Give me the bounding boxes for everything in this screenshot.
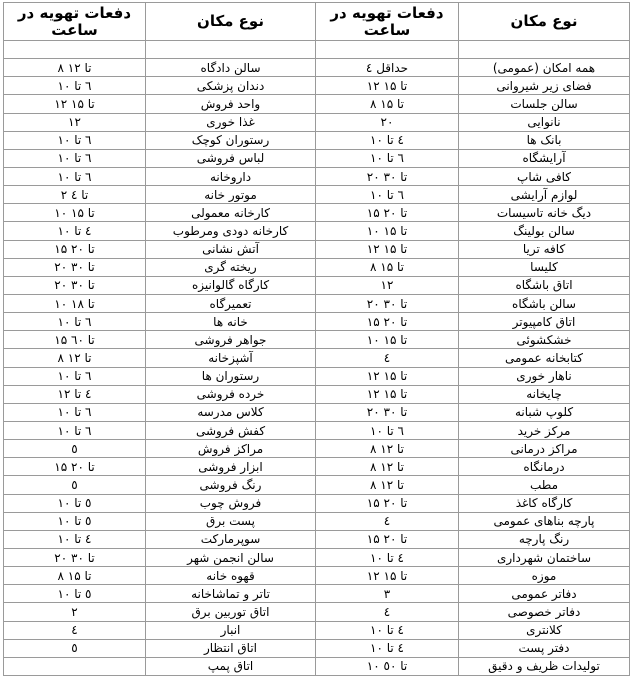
- table-row: [4, 113, 630, 131]
- cell-place-type-2: پارچه بناهای عمومی: [459, 512, 630, 530]
- cell-place-type-2: کافه تریا: [459, 240, 630, 258]
- table-row: [4, 276, 630, 294]
- cell-place-type-1: سوپرمارکت: [146, 530, 316, 548]
- table-row: [4, 222, 630, 240]
- cell-place-type-1: سالن انجمن شهر: [146, 548, 316, 566]
- ventilation-rate-table: [3, 2, 630, 676]
- cell-place-type-1: پست برق: [146, 512, 316, 530]
- cell-air-changes-1: ٦ تا ۱۰: [4, 167, 146, 185]
- cell-air-changes-2: ٤: [316, 349, 459, 367]
- cell-air-changes-2: ٤: [316, 603, 459, 621]
- cell-place-type-1: کارخانه معمولی: [146, 204, 316, 222]
- cell-air-changes-2: ٦ تا ۱۰: [316, 186, 459, 204]
- cell-place-type-1: سالن دادگاه: [146, 59, 316, 77]
- cell-air-changes-2: ٤ تا ۱۰: [316, 548, 459, 566]
- table-row: [4, 331, 630, 349]
- cell-air-changes-2: ۱۰ تا ٥۰: [316, 657, 459, 675]
- cell-air-changes-1: ۸ تا ۱۲: [4, 59, 146, 77]
- cell-place-type-2: رنگ پارچه: [459, 530, 630, 548]
- cell-place-type-2: فضای زیر شیروانی: [459, 77, 630, 95]
- cell-air-changes-1: ٤ تا ۱۰: [4, 530, 146, 548]
- cell-air-changes-2: ۱۵ تا ۲۰: [316, 204, 459, 222]
- header-air-changes-2: دفعات تهویه در ساعت: [316, 3, 459, 41]
- cell-place-type-2: چایخانه: [459, 385, 630, 403]
- table-row: [4, 621, 630, 639]
- cell-air-changes-2: ۸ تا ۱۲: [316, 458, 459, 476]
- cell-place-type-2: مطب: [459, 476, 630, 494]
- cell-place-type-2: مراکز درمانی: [459, 440, 630, 458]
- cell-place-type-2: کلوپ شبانه: [459, 403, 630, 421]
- cell-place-type-1: قهوه خانه: [146, 567, 316, 585]
- cell-place-type-1: خرده فروشی: [146, 385, 316, 403]
- cell-air-changes-2: ۳: [316, 585, 459, 603]
- table-row: [4, 294, 630, 312]
- table-row: [4, 657, 630, 675]
- table-row: [4, 585, 630, 603]
- cell-air-changes-1: [4, 41, 146, 59]
- cell-air-changes-2: [316, 41, 459, 59]
- cell-air-changes-2: ۱۵ تا ۲۰: [316, 494, 459, 512]
- cell-air-changes-2: ۲۰: [316, 113, 459, 131]
- cell-air-changes-1: ٦ تا ۱۰: [4, 313, 146, 331]
- header-air-changes-1: دفعات تهویه در ساعت: [4, 3, 146, 41]
- cell-air-changes-2: ٦ تا ۱۰: [316, 421, 459, 439]
- cell-air-changes-2: ۲۰ تا ۳۰: [316, 167, 459, 185]
- cell-air-changes-1: ۱۵ تا ۲۰: [4, 240, 146, 258]
- cell-air-changes-2: ۱۲ تا ۱۵: [316, 567, 459, 585]
- cell-air-changes-1: [4, 657, 146, 675]
- table-row: [4, 95, 630, 113]
- cell-place-type-1: رستوران کوچک: [146, 131, 316, 149]
- cell-place-type-2: موزه: [459, 567, 630, 585]
- table-row: [4, 548, 630, 566]
- cell-place-type-1: غذا خوری: [146, 113, 316, 131]
- cell-air-changes-2: ۱۲ تا ۱۵: [316, 367, 459, 385]
- cell-air-changes-1: ۲۰ تا ۳۰: [4, 276, 146, 294]
- table-row: [4, 367, 630, 385]
- cell-place-type-1: رنگ فروشی: [146, 476, 316, 494]
- cell-air-changes-1: ٥ تا ۱۰: [4, 512, 146, 530]
- cell-air-changes-1: ٥: [4, 639, 146, 657]
- cell-place-type-1: انبار: [146, 621, 316, 639]
- cell-place-type-1: تعمیرگاه: [146, 294, 316, 312]
- table-body: [4, 41, 630, 676]
- cell-place-type-1: آشپزخانه: [146, 349, 316, 367]
- table-row: [4, 349, 630, 367]
- table-row: [4, 385, 630, 403]
- cell-air-changes-1: ۱۵ تا ۲۰: [4, 458, 146, 476]
- cell-air-changes-1: ٦ تا ۱۰: [4, 421, 146, 439]
- table-row: [4, 476, 630, 494]
- cell-air-changes-2: ۸ تا ۱۵: [316, 95, 459, 113]
- table-row: [4, 204, 630, 222]
- table-row: [4, 603, 630, 621]
- cell-place-type-2: کلیسا: [459, 258, 630, 276]
- cell-air-changes-1: ۱۰ تا ۱۸: [4, 294, 146, 312]
- cell-place-type-1: کفش فروشی: [146, 421, 316, 439]
- cell-place-type-2: خشکشوئی: [459, 331, 630, 349]
- cell-air-changes-1: ۸ تا ۱۲: [4, 349, 146, 367]
- table-row: [4, 186, 630, 204]
- cell-place-type-2: نانوایی: [459, 113, 630, 131]
- cell-air-changes-2: ۱۲ تا ۱۵: [316, 385, 459, 403]
- cell-place-type-2: بانک ها: [459, 131, 630, 149]
- cell-place-type-1: اتاق توربین برق: [146, 603, 316, 621]
- cell-place-type-1: دندان پزشکی: [146, 77, 316, 95]
- cell-air-changes-2: ۱۲: [316, 276, 459, 294]
- table-row: [4, 440, 630, 458]
- cell-place-type-1: رستوران ها: [146, 367, 316, 385]
- cell-air-changes-1: ۲۰ تا ۳۰: [4, 258, 146, 276]
- table-row: [4, 567, 630, 585]
- cell-air-changes-1: ٦ تا ۱۰: [4, 131, 146, 149]
- cell-air-changes-2: ۸ تا ۱۲: [316, 440, 459, 458]
- table-row: [4, 59, 630, 77]
- cell-place-type-2: کلانتری: [459, 621, 630, 639]
- table-row: [4, 403, 630, 421]
- table-row: [4, 494, 630, 512]
- cell-place-type-1: موتور خانه: [146, 186, 316, 204]
- cell-place-type-1: کارگاه گالوانیزه: [146, 276, 316, 294]
- cell-air-changes-1: ٦ تا ۱۰: [4, 149, 146, 167]
- table-row: [4, 131, 630, 149]
- cell-air-changes-1: ٤ تا ۱۰: [4, 222, 146, 240]
- cell-place-type-2: ناهار خوری: [459, 367, 630, 385]
- cell-place-type-1: [146, 41, 316, 59]
- cell-air-changes-1: ٤ تا ۱۲: [4, 385, 146, 403]
- cell-air-changes-1: ٦ تا ۱۰: [4, 367, 146, 385]
- cell-place-type-2: لوازم آرایشی: [459, 186, 630, 204]
- header-place-type-1: نوع مکان: [146, 3, 316, 41]
- table-row: [4, 77, 630, 95]
- cell-place-type-2: دفاتر خصوصی: [459, 603, 630, 621]
- cell-place-type-1: ابزار فروشی: [146, 458, 316, 476]
- cell-place-type-2: [459, 41, 630, 59]
- cell-place-type-2: مرکز خرید: [459, 421, 630, 439]
- cell-air-changes-1: ٥ تا ۱۰: [4, 494, 146, 512]
- table-row: [4, 313, 630, 331]
- cell-air-changes-2: ۲۰ تا ۳۰: [316, 294, 459, 312]
- table-row: [4, 512, 630, 530]
- table-row: [4, 167, 630, 185]
- cell-air-changes-1: ٥ تا ۱۰: [4, 585, 146, 603]
- cell-place-type-1: تاتر و تماشاخانه: [146, 585, 316, 603]
- cell-air-changes-1: ۲۰ تا ۳۰: [4, 548, 146, 566]
- table-row: [4, 149, 630, 167]
- cell-place-type-2: سالن بولینگ: [459, 222, 630, 240]
- cell-air-changes-2: ۲۰ تا ۳۰: [316, 403, 459, 421]
- cell-place-type-1: خانه ها: [146, 313, 316, 331]
- table-row: [4, 41, 630, 59]
- cell-place-type-1: جواهر فروشی: [146, 331, 316, 349]
- cell-place-type-1: فروش چوب: [146, 494, 316, 512]
- cell-place-type-2: دفتر پست: [459, 639, 630, 657]
- cell-air-changes-1: ۱۲ تا ۱۵: [4, 95, 146, 113]
- table-row: [4, 421, 630, 439]
- table-row: [4, 240, 630, 258]
- cell-air-changes-2: ٤ تا ۱۰: [316, 131, 459, 149]
- cell-place-type-2: اتاق کامپیوتر: [459, 313, 630, 331]
- cell-place-type-2: اتاق باشگاه: [459, 276, 630, 294]
- table-row: [4, 458, 630, 476]
- cell-air-changes-1: ٥: [4, 440, 146, 458]
- cell-air-changes-1: ۸ تا ۱۵: [4, 567, 146, 585]
- cell-place-type-2: سالن باشگاه: [459, 294, 630, 312]
- cell-place-type-2: سالن جلسات: [459, 95, 630, 113]
- cell-air-changes-1: ۱۰ تا ۱۵: [4, 204, 146, 222]
- cell-air-changes-2: ۱۵ تا ۲۰: [316, 530, 459, 548]
- cell-place-type-1: کارخانه دودی ومرطوب: [146, 222, 316, 240]
- cell-air-changes-2: ۱۲ تا ۱۵: [316, 240, 459, 258]
- cell-air-changes-1: ۲ تا ٤: [4, 186, 146, 204]
- header-place-type-2: نوع مکان: [459, 3, 630, 41]
- cell-air-changes-1: ٦ تا ۱۰: [4, 77, 146, 95]
- cell-air-changes-2: ۱۰ تا ۱۵: [316, 222, 459, 240]
- cell-air-changes-2: ٤ تا ۱۰: [316, 639, 459, 657]
- cell-place-type-1: کلاس مدرسه: [146, 403, 316, 421]
- cell-place-type-1: واحد فروش: [146, 95, 316, 113]
- cell-place-type-1: داروخانه: [146, 167, 316, 185]
- cell-air-changes-2: ٤ تا ۱۰: [316, 621, 459, 639]
- cell-air-changes-2: ۱۵ تا ۲۰: [316, 313, 459, 331]
- cell-place-type-1: اتاق انتظار: [146, 639, 316, 657]
- cell-place-type-2: دفاتر عمومی: [459, 585, 630, 603]
- cell-air-changes-1: ۱۵ تا ٦۰: [4, 331, 146, 349]
- cell-place-type-2: دیگ خانه تاسیسات: [459, 204, 630, 222]
- cell-place-type-2: کارگاه کاغذ: [459, 494, 630, 512]
- cell-place-type-1: مراکز فروش: [146, 440, 316, 458]
- cell-place-type-2: کافی شاپ: [459, 167, 630, 185]
- cell-place-type-2: کتابخانه عمومی: [459, 349, 630, 367]
- cell-place-type-2: آرایشگاه: [459, 149, 630, 167]
- cell-air-changes-2: حداقل ٤: [316, 59, 459, 77]
- cell-air-changes-2: ٦ تا ۱۰: [316, 149, 459, 167]
- cell-place-type-1: لباس فروشی: [146, 149, 316, 167]
- cell-air-changes-2: ٤: [316, 512, 459, 530]
- table-row: [4, 639, 630, 657]
- cell-place-type-1: ریخته گری: [146, 258, 316, 276]
- header-row: [4, 3, 630, 41]
- cell-place-type-2: ساختمان شهرداری: [459, 548, 630, 566]
- cell-air-changes-1: ٥: [4, 476, 146, 494]
- cell-air-changes-1: ٦ تا ۱۰: [4, 403, 146, 421]
- cell-air-changes-2: ۱۰ تا ۱۵: [316, 331, 459, 349]
- cell-air-changes-2: ۸ تا ۱۲: [316, 476, 459, 494]
- cell-place-type-1: اتاق پمپ: [146, 657, 316, 675]
- cell-air-changes-2: ۱۲ تا ۱۵: [316, 77, 459, 95]
- cell-air-changes-2: ۸ تا ۱۵: [316, 258, 459, 276]
- cell-place-type-2: درمانگاه: [459, 458, 630, 476]
- cell-place-type-1: آتش نشانی: [146, 240, 316, 258]
- cell-place-type-2: تولیدات ظریف و دقیق: [459, 657, 630, 675]
- table-row: [4, 258, 630, 276]
- table-row: [4, 530, 630, 548]
- cell-place-type-2: همه امکان (عمومی): [459, 59, 630, 77]
- cell-air-changes-1: ۲: [4, 603, 146, 621]
- cell-air-changes-1: ۱۲: [4, 113, 146, 131]
- cell-air-changes-1: ٤: [4, 621, 146, 639]
